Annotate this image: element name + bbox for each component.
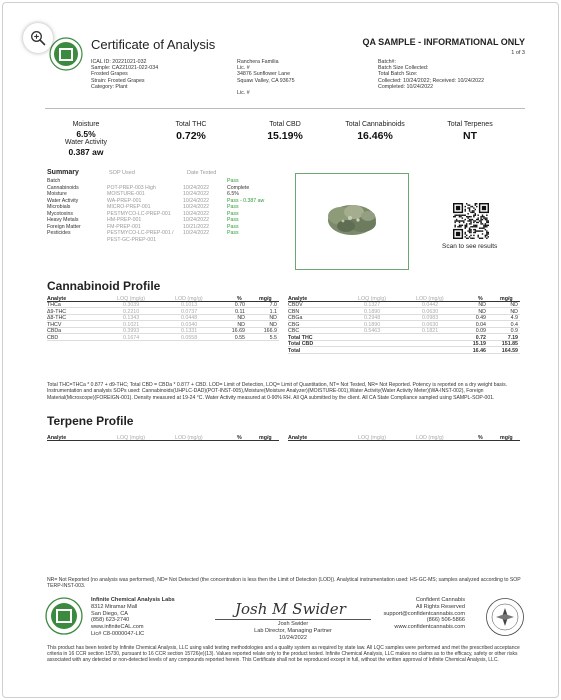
col-lod: LOD (mg/g) <box>416 295 444 302</box>
loq-value: 0.1890 <box>364 321 381 328</box>
strain: Strain: Frosted Grapes <box>91 77 145 84</box>
summary-sop: MOISTURE-001 <box>107 191 145 197</box>
lod-value: 0.0737 <box>181 308 198 315</box>
col-percent: % <box>478 295 483 302</box>
terpene-footer-note: NR= Not Reported (no analysis was performed), ND= Not Detected (the concentration is less then the Limit of Detection (LOD)). Analytical instrumentation used: HS-GC-MS; samples analyzed according to SOP TERP-INST-003. <box>47 577 521 590</box>
summary-result: Pass <box>227 223 239 230</box>
col-lod: LOD (mg/g) <box>175 434 203 441</box>
col-percent: % <box>237 295 242 302</box>
summary-result: Pass - 0.387 aw <box>227 197 265 204</box>
analyte-name: Total CBD <box>288 341 314 347</box>
header-divider <box>45 108 525 109</box>
summary-test-name: Water Activity <box>47 197 79 204</box>
analyte-name: THCV <box>47 321 62 328</box>
signature-text: Josh M Swider <box>235 600 346 618</box>
percent-value: 0.55 <box>234 334 245 341</box>
sample-info-block <box>91 59 158 90</box>
summary-sop: FM-PREP-001 <box>107 223 141 230</box>
table-row <box>288 347 520 354</box>
qa-sample-banner: QA SAMPLE - INFORMATIONAL ONLY <box>362 37 525 47</box>
cc-website[interactable]: www.confidentcannabis.com <box>394 624 465 631</box>
lab-phone: (858) 623-2740 <box>91 617 130 624</box>
qr-code-icon <box>453 203 489 239</box>
lab-name: Infinite Chemical Analysis Labs <box>91 597 175 603</box>
lab-city: San Diego, CA <box>91 610 129 617</box>
metrics-row <box>45 121 525 167</box>
col-analyte: Analyte <box>47 434 67 441</box>
mgg-value: 0.9 <box>510 328 518 334</box>
summary-header <box>47 169 287 178</box>
col-mgg: mg/g <box>500 434 513 441</box>
summary-test-name: Batch <box>47 178 61 184</box>
col-lod: LOD (mg/g) <box>175 295 203 302</box>
qr-code[interactable] <box>453 203 489 239</box>
lod-value: 0.0340 <box>181 321 198 328</box>
terpene-table-left <box>47 434 279 441</box>
cannabinoid-notes: Total THC=THCa * 0.877 + d9-THC; Total CBD = CBDa * 0.877 + CBD. LOD= Limit of Detection, LOQ= Limit of Quantitation, NT= Not Tested, NR= Not Reported. Potency is reported on a dry weight basis. Instrumentation and analysis SOPs used: Cannabinoids(UHPLC-DAD)(POT-INST-005),Moisture(Moisture Analyzer)(MOISTURE-001),Water Activity(Water Activity Meter)(WA-INST-002), Foreign Material(Microscope)(FOREIGN-001). Density measured at 19-24 °C. Water Activity measured at 0-90% RH. All QA submitted by the client. All CA State Compliance sampled using SAMPL-SOP-001. <box>47 382 508 401</box>
total-cbd-metric <box>255 121 315 142</box>
col-analyte: Analyte <box>47 295 67 302</box>
summary-result: Pass <box>227 230 239 236</box>
water-activity-label: Water Activity <box>64 139 108 146</box>
col-loq: LOQ (mg/g) <box>358 295 386 302</box>
summary-test-name: Moisture <box>47 191 67 197</box>
cannabinoid-profile-title: Cannabinoid Profile <box>47 279 161 293</box>
confident-cannabis-info <box>383 597 465 631</box>
page-number: 1 of 3 <box>511 50 525 56</box>
analyte-name: Total THC <box>288 334 313 341</box>
summary-date: 10/21/2022 <box>183 223 209 230</box>
col-lod: LOD (mg/g) <box>416 434 444 441</box>
total-cannabinoids-metric <box>335 121 415 142</box>
signer-name: Josh Swider <box>277 621 309 627</box>
percent-value: 0.72 <box>475 334 486 341</box>
mgg-value: 4.9 <box>510 315 518 321</box>
summary-table <box>47 169 287 243</box>
lod-value: 0.1331 <box>181 328 198 334</box>
mgg-value: ND <box>269 315 277 321</box>
summary-date: 10/24/2022 <box>183 191 209 197</box>
legal-disclaimer: This product has been tested by Infinite Chemical Analysis, LLC using valid testing methodologies and a quality system as required by state law. All LQC samples were performed and met the prescribed acceptance criteria in 16 CCR section 15730, pursuant to 16 CCR section 15726(e)(13). Values reported relate only to the product tested. Infinite Chemical Analysis, LLC makes no claims as to the efficacy, safety or other risks associated with any detected or non-detected levels of any compounds reported herein. This Certificate shall not be reproduced except in full, without the written approval of Infinite Chemical Analysis, LLC. <box>47 645 520 664</box>
summary-test-name: Pesticides <box>47 230 71 236</box>
moisture-metric <box>51 121 121 157</box>
summary-result: Pass <box>227 217 239 223</box>
percent-value: ND <box>478 302 486 308</box>
summary-col-sop: SOP Used <box>109 170 135 176</box>
mgg-value: 164.59 <box>501 347 518 354</box>
document-page <box>2 2 559 698</box>
summary-result: Complete <box>227 184 250 191</box>
summary-result: 6.5% <box>227 191 239 197</box>
lod-value: 0.0448 <box>181 315 198 321</box>
client-name: Ranchera Familia <box>237 59 279 65</box>
percent-value: ND <box>237 315 245 321</box>
cannabinoid-table-right <box>288 295 520 354</box>
percent-value: 0.11 <box>235 308 245 315</box>
summary-test-name: Mycotoxins <box>47 210 73 217</box>
collected-received: Collected: 10/24/2022; Received: 10/24/2022 <box>378 77 485 84</box>
loq-value: 0.1327 <box>364 302 381 308</box>
col-mgg: mg/g <box>259 434 272 441</box>
terpene-table-right <box>288 434 520 441</box>
analyte-name: CBGa <box>288 315 303 321</box>
mgg-value: 7.0 <box>269 302 277 308</box>
total-terpenes-metric <box>435 121 505 142</box>
product-photo <box>295 173 409 270</box>
summary-result: Pass <box>227 178 239 184</box>
signature-line <box>215 619 371 620</box>
loq-value: 0.3039 <box>123 302 140 308</box>
total-batch-size: Total Batch Size: <box>378 71 418 78</box>
lab-license: Lic# C8-0000047-LIC <box>91 630 145 637</box>
summary-date: 10/24/2022 <box>183 197 209 204</box>
summary-result: Pass <box>227 210 239 217</box>
analyte-name: CBC <box>288 328 300 334</box>
certificate-title: Certificate of Analysis <box>91 37 216 52</box>
lod-value: 0.0630 <box>422 308 439 315</box>
scan-to-see-results: Scan to see results <box>442 243 498 250</box>
mgg-value: 166.9 <box>263 328 277 334</box>
summary-sop: PESTMYCO-LC-PREP-001 <box>107 210 171 217</box>
signed-date: 10/24/2022 <box>279 634 307 641</box>
summary-test-name: Heavy Metals <box>47 217 79 223</box>
water-activity-value: 0.387 aw <box>68 147 104 157</box>
analyte-name: THCa <box>47 302 61 308</box>
batch-size-collected: Batch Size Collected: <box>378 65 429 72</box>
col-analyte: Analyte <box>288 434 308 441</box>
lod-value: 0.1821 <box>422 328 439 334</box>
summary-test-name: Microbials <box>47 204 71 210</box>
lab-street: 8312 Miramar Mall <box>91 603 138 610</box>
certificate-header <box>45 33 525 103</box>
summary-col-date: Date Tested <box>187 170 217 176</box>
mgg-value: ND <box>510 302 518 308</box>
percent-value: 0.70 <box>234 302 245 308</box>
total-terpenes-label: Total Terpenes <box>447 121 493 128</box>
col-analyte: Analyte <box>288 295 308 302</box>
signature-image <box>231 597 355 619</box>
mgg-value: 1.1 <box>269 308 277 315</box>
moisture-value: 6.5% <box>76 129 96 139</box>
summary-date: 10/24/2022 <box>183 230 209 236</box>
loq-value: 0.1343 <box>123 315 140 321</box>
analyte-name: Δ8-THC <box>47 315 67 321</box>
total-cbd-label: Total CBD <box>269 121 301 128</box>
cc-phone: (866) 506-5866 <box>426 617 465 624</box>
client-license-2: Lic. # <box>237 90 250 96</box>
cc-rights: All Rights Reserved <box>415 603 465 610</box>
analyte-name: Total <box>288 347 301 354</box>
cc-name: Confident Cannabis <box>415 597 465 603</box>
summary-sop: HM-PREP-001 <box>107 217 142 223</box>
percent-value: 16.46 <box>472 347 486 354</box>
summary-sop: PEST-GC-PREP-001 <box>107 236 157 243</box>
percent-value: 0.49 <box>475 315 486 321</box>
loq-value: 0.1021 <box>123 321 140 328</box>
col-mgg: mg/g <box>259 295 272 302</box>
summary-title: Summary <box>47 169 79 176</box>
total-cannabinoids-value: 16.46% <box>357 130 393 142</box>
analyte-name: CBD <box>47 334 59 341</box>
table-row <box>47 334 279 341</box>
summary-test-name: Cannabinoids <box>47 184 79 191</box>
col-loq: LOQ (mg/g) <box>358 434 386 441</box>
cannabis-bud-image <box>296 174 408 269</box>
lab-website[interactable]: www.infiniteCAL.com <box>91 624 144 631</box>
loq-value: 0.3993 <box>123 328 140 334</box>
batch-number: Batch#: <box>378 59 396 65</box>
percent-value: 0.09 <box>475 328 486 334</box>
analyte-name: Δ9-THC <box>47 308 67 315</box>
analyte-name: CBDa <box>47 328 62 334</box>
summary-date: 10/24/2022 <box>183 184 209 191</box>
loq-value: 0.2948 <box>364 315 381 321</box>
percent-value: ND <box>237 321 245 328</box>
summary-sop: PESTMYCO-LC-PREP-001 / <box>107 230 174 236</box>
ical-seal-icon <box>45 597 83 635</box>
zoom-in-button[interactable] <box>23 23 53 53</box>
batch-info-block <box>378 59 484 90</box>
mgg-value: ND <box>269 321 277 328</box>
mgg-value: ND <box>510 308 518 315</box>
mgg-value: 7.19 <box>507 334 518 341</box>
col-loq: LOQ (mg/g) <box>117 434 145 441</box>
total-cannabinoids-label: Total Cannabinoids <box>345 121 405 128</box>
cc-email[interactable]: support@confidentcannabis.com <box>383 610 465 617</box>
percent-value: ND <box>478 308 486 315</box>
client-license: Lic. # <box>237 65 250 72</box>
ical-logo-icon <box>49 37 83 71</box>
mgg-value: 5.5 <box>269 334 277 341</box>
lab-info <box>91 597 175 638</box>
analyte-name: CBG <box>288 321 300 328</box>
moisture-label: Moisture <box>72 121 100 128</box>
summary-sop: MICRO-PREP-001 <box>107 204 151 210</box>
ical-id: ICAL ID: 20221021-032 <box>91 59 147 65</box>
mgg-value: 0.4 <box>510 321 518 328</box>
client-info-block <box>237 59 295 96</box>
confident-cannabis-seal-icon <box>485 597 525 637</box>
signer-block <box>215 621 371 641</box>
total-thc-value: 0.72% <box>176 130 206 142</box>
total-cbd-value: 15.19% <box>267 130 303 142</box>
total-terpenes-value: NT <box>463 130 477 142</box>
col-loq: LOQ (mg/g) <box>117 295 145 302</box>
cannabinoid-table-left <box>47 295 279 341</box>
category: Category: Plant <box>91 83 128 90</box>
certificate-footer <box>45 595 525 643</box>
percent-value: 0.04 <box>475 321 486 328</box>
percent-value: 15.19 <box>472 341 486 347</box>
percent-value: 16.69 <box>231 328 245 334</box>
mgg-value: 151.85 <box>501 341 518 347</box>
loq-value: 0.1674 <box>123 334 140 341</box>
loq-value: 0.2210 <box>123 308 140 315</box>
total-thc-metric <box>161 121 221 142</box>
table-header <box>47 434 279 441</box>
client-street: 34876 Sunflower Lane <box>237 71 291 78</box>
total-thc-label: Total THC <box>175 121 207 128</box>
summary-test-name: Foreign Matter <box>47 223 81 230</box>
lod-value: 0.0630 <box>422 321 439 328</box>
summary-sop: POT-PREP-003 High <box>107 184 156 191</box>
summary-rows <box>47 178 287 243</box>
analyte-name: CBN <box>288 308 300 315</box>
terpene-profile-title: Terpene Profile <box>47 414 134 428</box>
client-city: Squaw Valley, CA 93675 <box>237 77 295 84</box>
summary-date: 10/24/2022 <box>183 210 209 217</box>
summary-date: 10/24/2022 <box>183 204 209 210</box>
completed-date: Completed: 10/24/2022 <box>378 83 434 90</box>
lod-value: 0.0558 <box>181 334 198 341</box>
lod-value: 0.1013 <box>181 302 198 308</box>
sample-id: Sample: CA221021-022-034 <box>91 65 159 72</box>
lod-value: 0.0442 <box>422 302 439 308</box>
analyte-name: CBDV <box>288 302 303 308</box>
product-name: Frosted Grapes <box>91 71 128 78</box>
magnifier-plus-icon <box>30 30 46 46</box>
col-percent: % <box>478 434 483 441</box>
col-percent: % <box>237 434 242 441</box>
lod-value: 0.0983 <box>422 315 439 321</box>
summary-row <box>47 237 287 244</box>
loq-value: 0.1890 <box>364 308 381 315</box>
loq-value: 0.5463 <box>364 328 381 334</box>
summary-result: Pass <box>227 204 239 210</box>
col-mgg: mg/g <box>500 295 513 302</box>
summary-sop: WA-PREP-001 <box>107 197 142 204</box>
summary-date: 10/24/2022 <box>183 217 209 223</box>
signer-title: Lab Director, Managing Partner <box>254 627 332 634</box>
table-header <box>288 434 520 441</box>
